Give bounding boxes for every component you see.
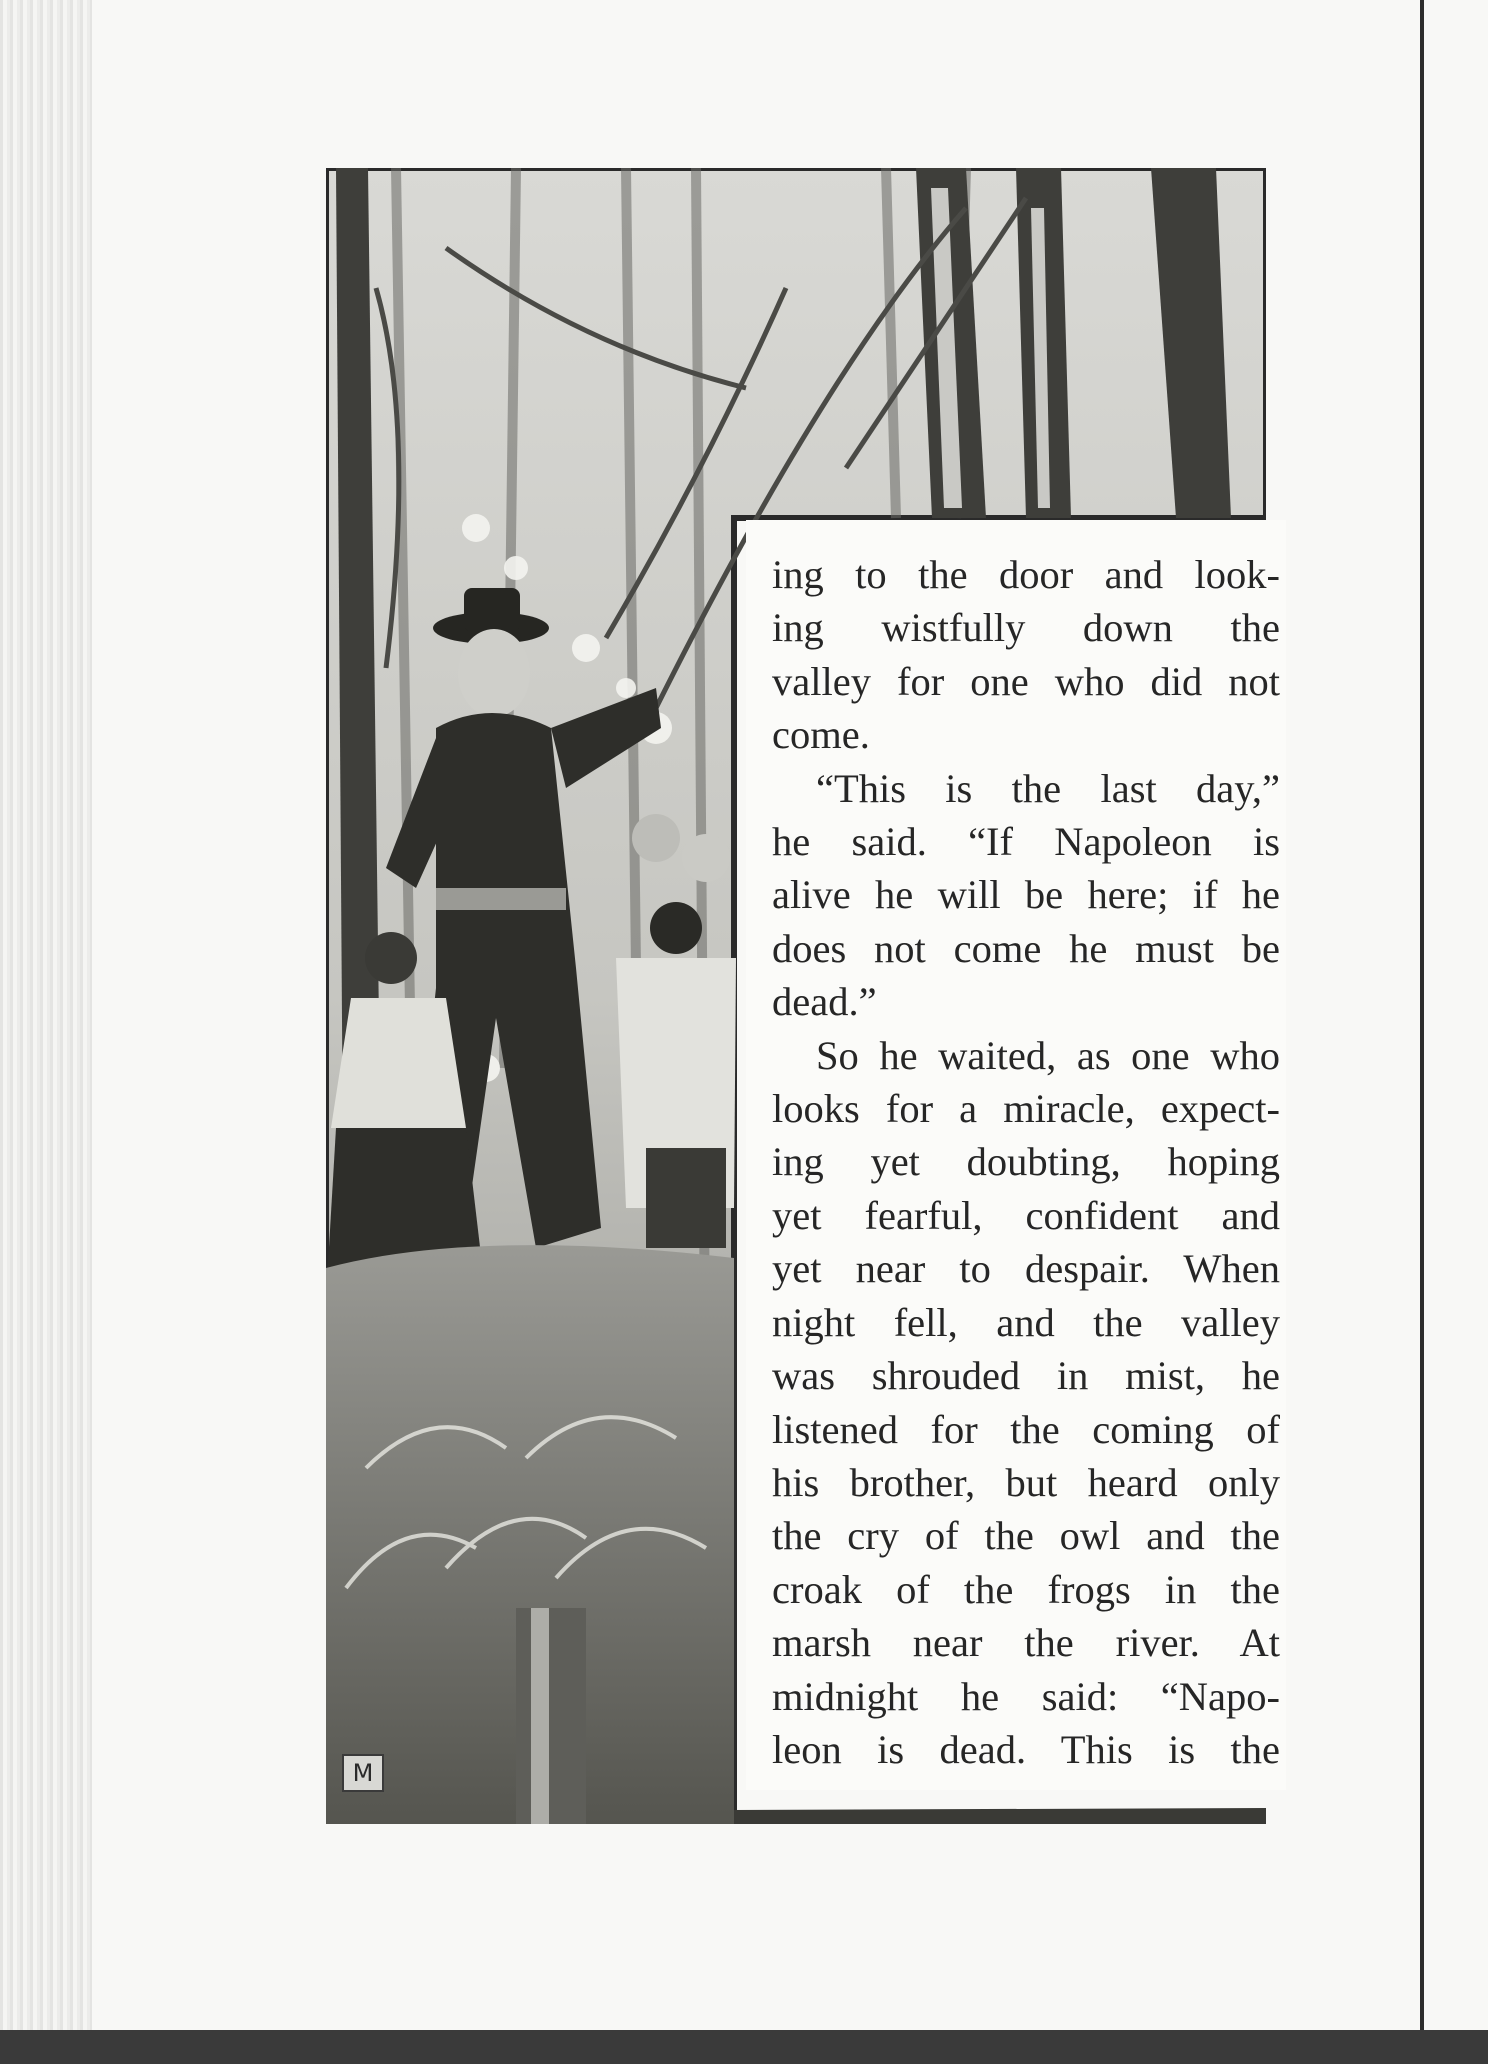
text-line: ing yet doubting, hoping <box>772 1139 1280 1185</box>
text-line: he said. “If Napoleon is <box>772 819 1280 865</box>
page-edges <box>0 0 96 2030</box>
text-line: listened for the coming of <box>772 1406 1280 1452</box>
facing-page <box>1424 0 1488 2030</box>
paragraph-1 <box>772 548 1280 762</box>
illustrator-monogram: M <box>342 1754 384 1792</box>
text-line: So he waited, as one who <box>816 1032 1280 1078</box>
text-line: yet fearful, confident and <box>772 1192 1280 1238</box>
text-line: ing wistfully down the <box>772 605 1280 651</box>
text-line: midnight he said: “Napo- <box>772 1673 1280 1719</box>
scan-bottom-band <box>0 2030 1488 2064</box>
text-line: looks for a miracle, expect- <box>772 1086 1280 1132</box>
text-line: was shrouded in mist, he <box>772 1353 1280 1399</box>
paragraph-3 <box>772 1029 1280 1777</box>
text-line: his brother, but heard only <box>772 1459 1280 1505</box>
text-line: night fell, and the valley <box>772 1299 1280 1345</box>
text-line: valley for one who did not <box>772 658 1280 704</box>
text-line: croak of the frogs in the <box>772 1566 1280 1612</box>
text-line: the cry of the owl and the <box>772 1513 1280 1559</box>
text-line: ing to the door and look- <box>772 552 1280 597</box>
body-text <box>772 548 1280 1776</box>
text-line: yet near to despair. When <box>772 1246 1280 1292</box>
text-line: “This is the last day,” <box>816 765 1280 811</box>
text-line: alive he will be here; if he <box>772 872 1280 918</box>
paragraph-2 <box>772 762 1280 1029</box>
text-line: leon is dead. This is the <box>772 1726 1280 1772</box>
text-line: does not come he must be <box>772 925 1280 971</box>
text-line: marsh near the river. At <box>772 1620 1280 1666</box>
text-line: come. <box>772 712 870 758</box>
text-line: dead.” <box>772 979 877 1025</box>
